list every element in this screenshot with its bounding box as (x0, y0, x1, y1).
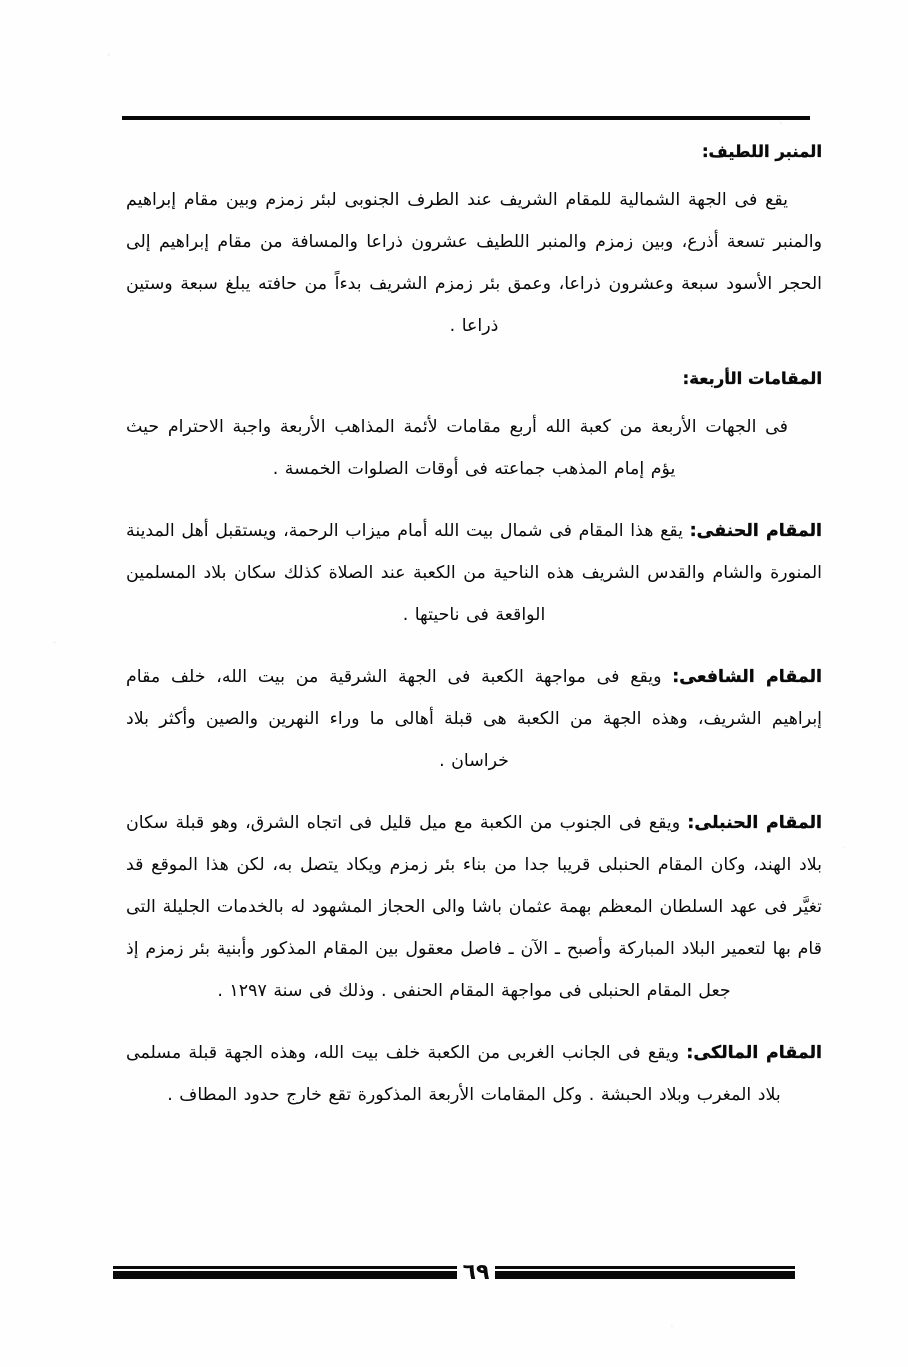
paragraph-al-maqam-al-hanbali (126, 802, 822, 1012)
footer-rule-left-thick (113, 1271, 457, 1279)
paragraph-body-al-maqam-al-shafii: ويقع فى مواجهة الكعبة فى الجهة الشرقية من بيت الله، خلف مقام إبراهيم الشريف، وهذه الجهة من الكعبة هى قبلة أهالى ما وراء النهرين والصين وأكثر بلاد خراسان . (126, 666, 822, 771)
lead-in-al-maqam-al-maliki: المقام المالكى: (686, 1042, 822, 1063)
footer-rule-right-thick (495, 1271, 795, 1279)
paragraph-al-maqam-al-hanafi (126, 510, 822, 636)
page-number: ٦٩ (462, 1260, 490, 1285)
paragraph-al-maqamat-al-arbaa: فى الجهات الأربعة من كعبة الله أربع مقامات لأئمة المذاهب الأربعة واجبة الاحترام حيث يؤم إمام المذهب جماعته فى أوقات الصلوات الخمسة . (126, 416, 788, 479)
lead-in-al-maqam-al-hanbali: المقام الحنبلى: (687, 812, 822, 833)
section-heading-al-maqamat-al-arbaa: المقامات الأربعة: (682, 368, 822, 388)
paragraph-al-maqam-al-shafii (126, 656, 822, 782)
paragraph-al-maqam-al-maliki (126, 1032, 822, 1116)
footer-rule-right-thin (495, 1266, 795, 1269)
paragraph-al-minbar-al-latif: يقع فى الجهة الشمالية للمقام الشريف عند الطرف الجنوبى لبئر زمزم وبين مقام إبراهيم والمنبر تسعة أذرع، وبين زمزم والمنبر اللطيف عشرون ذراعا والمسافة من مقام إبراهيم إلى الحجر الأسود سبعة وعشرون ذراعا، وعمق بئر زمزم الشريف بدءاً من حافته يبلغ سبعة وستين ذراعا . (126, 189, 822, 336)
lead-in-al-maqam-al-hanafi: المقام الحنفى: (689, 520, 822, 541)
footer-rule-left-thin (113, 1266, 457, 1269)
paragraph-body-al-maqam-al-maliki: ويقع فى الجانب الغربى من الكعبة خلف بيت الله، وهذه الجهة قبلة مسلمى بلاد المغرب وبلاد الحبشة . وكل المقامات الأربعة المذكورة تقع خارج حدود المطاف . (126, 1042, 781, 1105)
section-heading-al-minbar-al-latif: المنبر اللطيف: (701, 142, 822, 161)
text-column (126, 140, 822, 1136)
lead-in-al-maqam-al-shafii: المقام الشافعى: (672, 666, 823, 687)
header-rule (122, 116, 810, 120)
page-footer (0, 1258, 908, 1318)
paragraph-body-al-maqam-al-hanafi: يقع هذا المقام فى شمال بيت الله أمام ميزاب الرحمة، ويستقبل أهل المدينة المنورة والشام والقدس الشريف هذه الناحية من الكعبة عند الصلاة كذلك سكان بلاد المسلمين الواقعة فى ناحيتها . (126, 520, 822, 625)
paragraph-body-al-maqam-al-hanbali: ويقع فى الجنوب من الكعبة مع ميل قليل فى اتجاه الشرق، وهو قبلة سكان بلاد الهند، وكان المقام الحنبلى قريبا جدا من بناء بئر زمزم ويكاد يتصل به، لكن هذا الموقع قد تغيَّر فى عهد السلطان المعظم بهمة عثمان باشا والى الحجاز المشهود له بالخدمات الجليلة التى قام بها لتعمير البلاد المباركة وأصبح ـ الآن ـ فاصل معقول بين المقام المذكور وأبنية بئر زمزم إذ جعل المقام الحنبلى فى مواجهة المقام الحنفى . وذلك فى سنة ١٢٩٧ . (126, 812, 822, 1001)
